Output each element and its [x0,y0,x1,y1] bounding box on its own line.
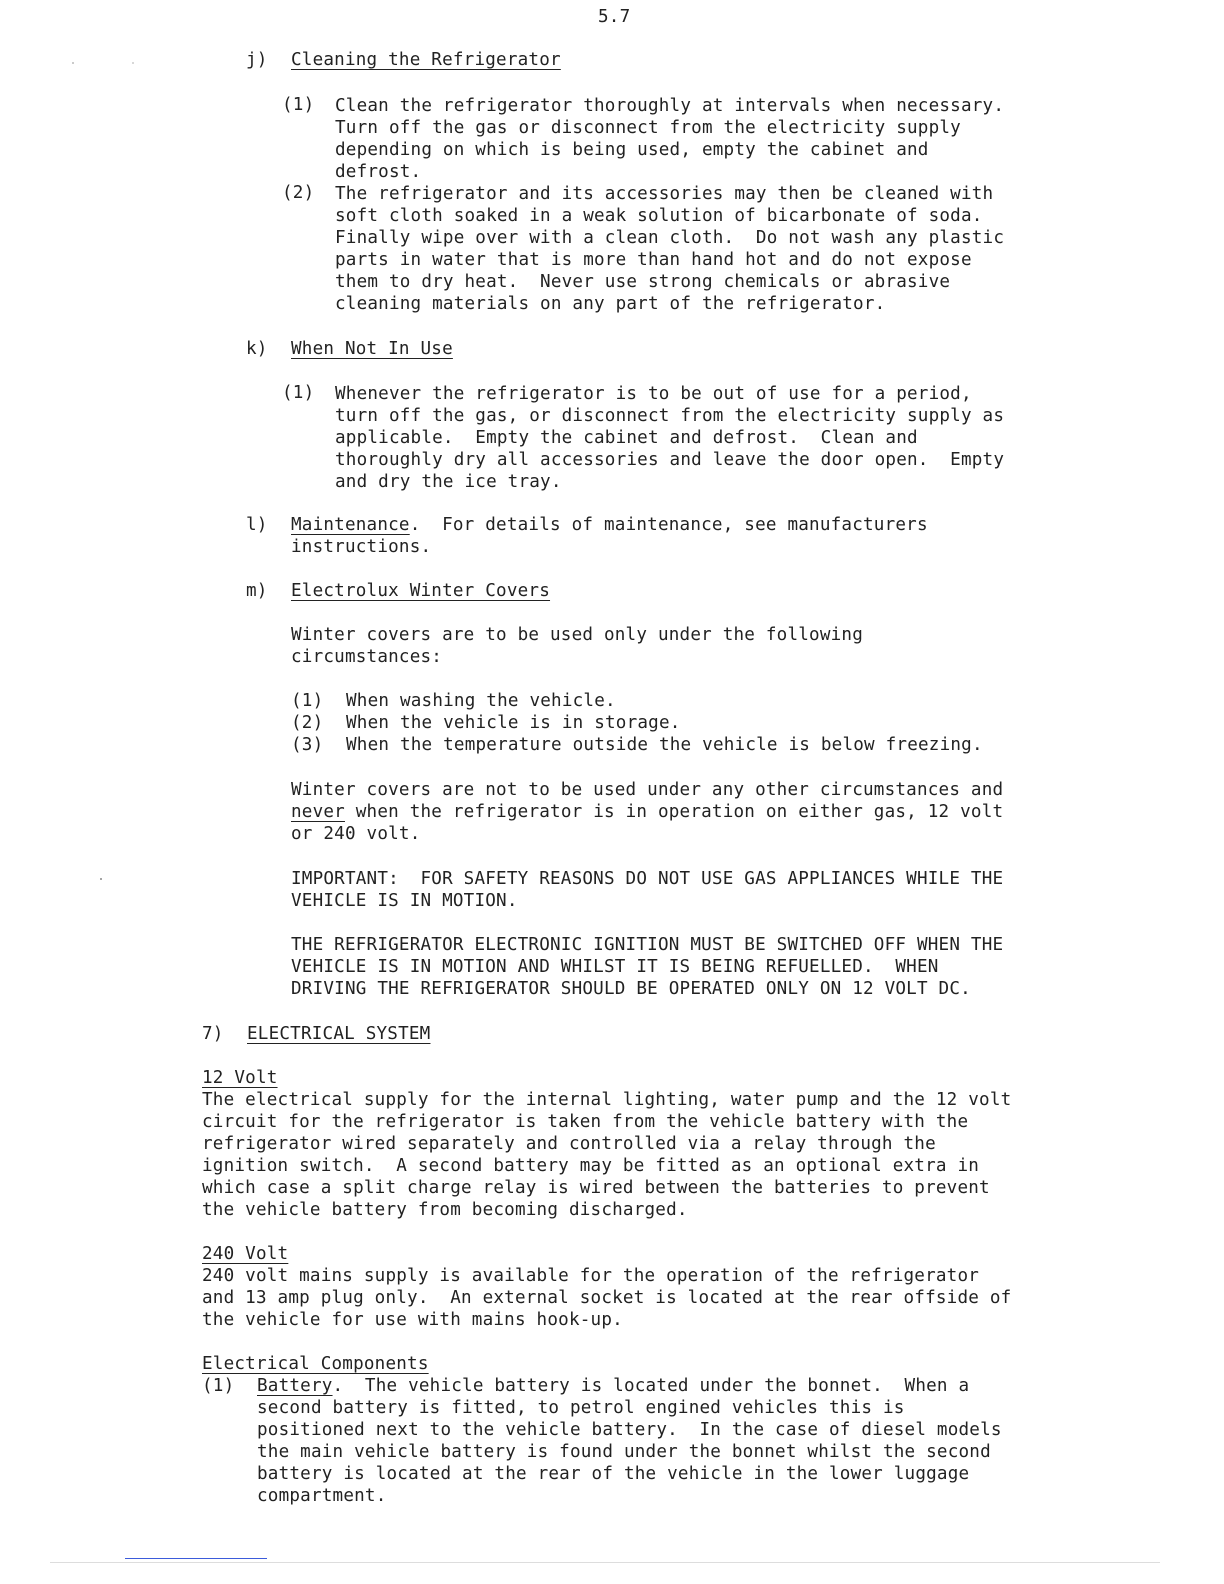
section-j-item2-line: soft cloth soaked in a weak solution of bicarbonate of soda. [335,206,983,226]
section-k-item1-line: applicable. Empty the cabinet and defrost. Clean and [335,428,918,448]
section-m-list-marker: (2) [291,713,324,733]
section-k-item1-line: Whenever the refrigerator is to be out of use for a period, [335,384,972,404]
scan-speck [132,62,134,64]
section-j-item1-line: Turn off the gas or disconnect from the electricity supply [335,118,961,138]
section-m-not-used-line2 [291,801,1003,823]
section-k-item1-line: thoroughly dry all accessories and leave the door open. Empty [335,450,1005,470]
never-word: never [291,802,345,822]
section-k-heading: When Not In Use [291,339,453,359]
section-k-item1-marker: (1) [282,383,315,403]
volt240-heading: 240 Volt [202,1244,289,1264]
volt12-line: which case a split charge relay is wired between the batteries to prevent [202,1178,990,1198]
section-j-item1-line: Clean the refrigerator thoroughly at intervals when necessary. [335,96,1005,116]
section-j-item2-marker: (2) [282,183,315,203]
volt12-heading: 12 Volt [202,1068,278,1088]
volt240-line: the vehicle for use with mains hook-up. [202,1310,623,1330]
volt12-line: ignition switch. A second battery may be fitted as an optional extra in [202,1156,980,1176]
section-j-item1-line: depending on which is being used, empty the cabinet and [335,140,929,160]
section-j-item2-line: parts in water that is more than hand hot and do not expose [335,250,972,270]
scan-edge-line [125,1558,267,1559]
ignition-line: VEHICLE IS IN MOTION AND WHILST IT IS BEING REFUELLED. WHEN [291,957,939,977]
section-j-heading: Cleaning the Refrigerator [291,50,561,70]
ignition-line: DRIVING THE REFRIGERATOR SHOULD BE OPERATED ONLY ON 12 VOLT DC. [291,979,971,999]
component-item1-line: second battery is fitted, to petrol engined vehicles this is [257,1398,905,1418]
section-l-heading: Maintenance [291,515,410,535]
section-m-not-used-line3: or 240 volt. [291,824,421,844]
scan-speck [72,62,74,64]
section-m-not-used-line2-rest: when the refrigerator is in operation on either gas, 12 volt [344,802,1004,822]
section-k-item1-line: turn off the gas, or disconnect from the electricity supply as [335,406,1005,426]
section-7-heading: ELECTRICAL SYSTEM [247,1024,431,1044]
component-item1-line1 [257,1375,969,1397]
section-m-list-item: When the temperature outside the vehicle is below freezing. [346,735,983,755]
section-l-line1-rest: . For details of maintenance, see manufacturers [409,515,928,535]
scan-edge-line [50,1562,1160,1563]
component-item1-line: battery is located at the rear of the vehicle in the lower luggage [257,1464,970,1484]
volt240-line: 240 volt mains supply is available for the operation of the refrigerator [202,1266,980,1286]
volt240-line: and 13 amp plug only. An external socket is located at the rear offside of [202,1288,1012,1308]
page-number: 5.7 [598,7,631,27]
section-m-intro-line: Winter covers are to be used only under the following [291,625,863,645]
component-item1-line1-rest: . The vehicle battery is located under the bonnet. When a [332,1376,970,1396]
volt12-line: circuit for the refrigerator is taken from the vehicle battery with the [202,1112,969,1132]
component-item1-line: compartment. [257,1486,387,1506]
section-m-heading: Electrolux Winter Covers [291,581,551,601]
section-j-item2-line: them to dry heat. Never use strong chemicals or abrasive [335,272,951,292]
components-heading: Electrical Components [202,1354,429,1374]
section-k-marker: k) [246,339,268,359]
component-item1-line: the main vehicle battery is found under the bonnet whilst the second [257,1442,991,1462]
section-j-item1-marker: (1) [282,95,315,115]
section-l-line1 [291,514,928,536]
section-j-item1-line: defrost. [335,162,422,182]
section-m-list-item: When the vehicle is in storage. [346,713,681,733]
section-l-marker: l) [246,515,268,535]
ignition-line: THE REFRIGERATOR ELECTRONIC IGNITION MUST BE SWITCHED OFF WHEN THE [291,935,1004,955]
section-j-item2-line: Finally wipe over with a clean cloth. Do not wash any plastic [335,228,1005,248]
section-m-list-marker: (1) [291,691,324,711]
section-k-item1-line: and dry the ice tray. [335,472,562,492]
section-m-intro-line: circumstances: [291,647,443,667]
section-m-marker: m) [246,581,268,601]
component-item1-marker: (1) [202,1376,235,1396]
section-7-marker: 7) [202,1024,224,1044]
important-line: VEHICLE IS IN MOTION. [291,891,518,911]
section-j-marker: j) [246,50,268,70]
battery-title: Battery [257,1376,333,1396]
volt12-line: the vehicle battery from becoming discharged. [202,1200,688,1220]
section-m-not-used-line1: Winter covers are not to be used under any other circumstances and [291,780,1004,800]
section-j-item2-line: The refrigerator and its accessories may then be cleaned with [335,184,994,204]
section-m-list-marker: (3) [291,735,324,755]
volt12-line: The electrical supply for the internal lighting, water pump and the 12 volt [202,1090,1012,1110]
scan-speck [100,878,102,880]
section-l-line2: instructions. [291,537,432,557]
component-item1-line: positioned next to the vehicle battery. In the case of diesel models [257,1420,1002,1440]
section-m-list-item: When washing the vehicle. [346,691,616,711]
section-j-item2-line: cleaning materials on any part of the refrigerator. [335,294,886,314]
important-line: IMPORTANT: FOR SAFETY REASONS DO NOT USE GAS APPLIANCES WHILE THE [291,869,1004,889]
volt12-line: refrigerator wired separately and controlled via a relay through the [202,1134,936,1154]
